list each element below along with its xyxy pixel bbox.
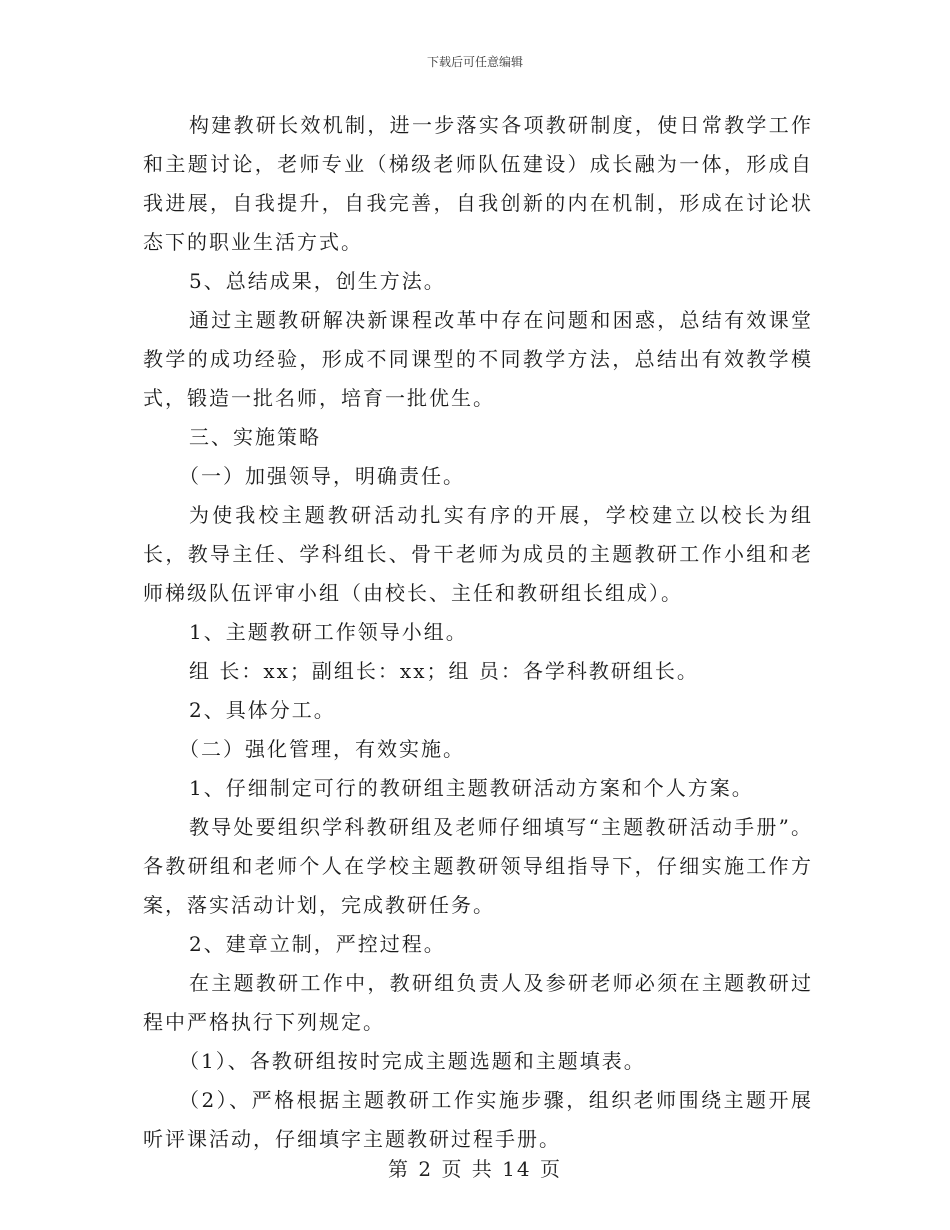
subheading-leadership: （一）加强领导，明确责任。 [179,464,465,488]
paragraph-handbook: 教导处要组织学科教研组及老师仔细填写“主题教研活动手册”。各教研组和老师个人在学校主题教研领导组指导下，仔细实施工作方案，落实活动计划，完成教研任务。 [143,815,813,917]
paragraph-plan: 1、仔细制定可行的教研组主题教研活动方案和个人方案。 [189,776,754,800]
paragraph-heading-summary: 5、总结成果，创生方法。 [189,269,446,293]
header-note: 下载后可任意编辑 [426,55,523,69]
document-body [143,106,813,1159]
paragraph-division-of-work: 2、具体分工。 [189,698,336,722]
paragraph-rules-body: 在主题教研工作中，教研组负责人及参研老师必须在主题教研过程中严格执行下列规定。 [143,971,813,1034]
paragraph-leadership-body: 为使我校主题教研活动扎实有序的开展，学校建立以校长为组长，教导主任、学科组长、骨干老师为成员的主题教研工作小组和老师梯级队伍评审小组（由校长、主任和教研组长组成）。 [143,503,813,605]
list-item-rule-2: （2）、严格根据主题教研工作实施步骤，组织老师围绕主题开展听评课活动，仔细填字主题教研过程手册。 [143,1088,813,1151]
paragraph-group-members: 组 长：xx；副组长：xx；组 员：各学科教研组长。 [189,659,699,683]
paragraph-summary-body: 通过主题教研解决新课程改革中存在问题和困惑，总结有效课堂教学的成功经验，形成不同课型的不同教学方法，总结出有效教学模式，锻造一批名师，培育一批优生。 [143,308,813,410]
paragraph-leading-group: 1、主题教研工作领导小组。 [189,620,468,644]
paragraph-mechanism: 构建教研长效机制，进一步落实各项教研制度，使日常教学工作和主题讨论，老师专业（梯级老师队伍建设）成长融为一体，形成自我进展，自我提升，自我完善，自我创新的内在机制，形成在讨论状态下的职业生活方式。 [143,113,813,254]
page-number: 第 2 页 共 14 页 [388,1157,562,1181]
list-item-rule-1: （1）、各教研组按时完成主题选题和主题填表。 [179,1049,646,1073]
section-heading-strategy: 三、实施策略 [189,425,321,449]
subheading-management: （二）强化管理，有效实施。 [179,737,465,761]
paragraph-rules-heading: 2、建章立制，严控过程。 [189,932,446,956]
